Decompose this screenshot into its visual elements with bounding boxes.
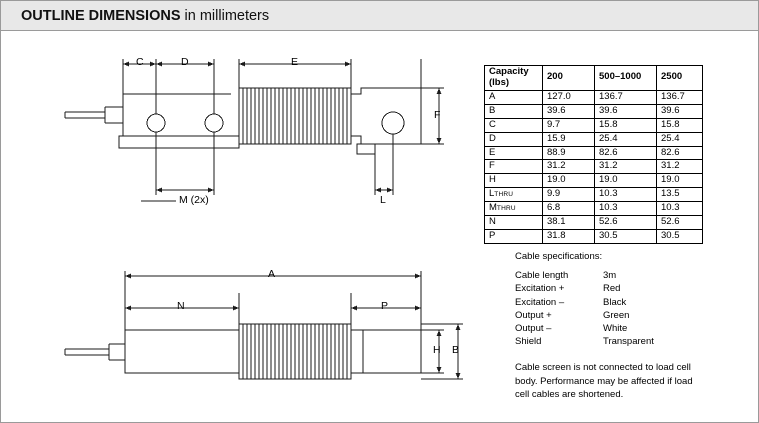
table-row	[485, 202, 703, 216]
table-header-500-1000: 500–1000	[595, 66, 657, 91]
cable-length-label: Cable length	[515, 270, 569, 282]
cable-specifications	[515, 250, 745, 401]
top-view-cable	[65, 107, 123, 123]
shield-label: Shield	[515, 336, 542, 348]
cable-screen-note	[515, 361, 745, 401]
cell-h-200: 19.0	[543, 174, 595, 188]
cell-a-2500: 136.7	[657, 90, 703, 104]
cell-p-500: 30.5	[595, 230, 657, 244]
table-header-2500: 2500	[657, 66, 703, 91]
page-title-rest: in millimeters	[180, 8, 270, 24]
row-label-a: A	[485, 90, 543, 104]
cable-spec-heading-text: Cable specifications:	[515, 251, 603, 262]
cable-spec-row	[515, 282, 745, 295]
row-label-c: C	[485, 118, 543, 132]
bottom-view-right-body	[351, 330, 421, 373]
row-label-p: P	[485, 230, 543, 244]
table-row	[485, 146, 703, 160]
cable-spec-row	[515, 322, 745, 335]
table-row	[485, 118, 703, 132]
table-row	[485, 104, 703, 118]
output-plus-label: Output +	[515, 309, 552, 321]
row-label-e: E	[485, 146, 543, 160]
table-header-capacity: Capacity (lbs)	[485, 66, 543, 91]
page-title	[21, 8, 269, 24]
bottom-view-extension-lines	[125, 271, 463, 379]
top-view-bellows	[239, 88, 351, 144]
cable-spec-row	[515, 296, 745, 309]
cell-l-2500: 13.5	[657, 188, 703, 202]
cell-e-2500: 82.6	[657, 146, 703, 160]
row-label-l	[485, 188, 543, 202]
cell-m-500: 10.3	[595, 202, 657, 216]
cable-spec-row	[515, 309, 745, 322]
table-row	[485, 174, 703, 188]
cell-f-2500: 31.2	[657, 160, 703, 174]
cable-spec-row	[515, 269, 745, 282]
cell-e-200: 88.9	[543, 146, 595, 160]
cell-c-2500: 15.8	[657, 118, 703, 132]
output-minus-label: Output –	[515, 322, 552, 334]
table-row	[485, 188, 703, 202]
row-label-h: H	[485, 174, 543, 188]
bottom-view-left-body	[125, 330, 239, 373]
cell-b-500: 39.6	[595, 104, 657, 118]
dim-label-n: N	[177, 300, 185, 312]
row-label-d: D	[485, 132, 543, 146]
page-header	[1, 1, 758, 31]
shield-value: Transparent	[603, 336, 654, 348]
cell-b-2500: 39.6	[657, 104, 703, 118]
top-view-right-block	[351, 88, 421, 154]
table-row	[485, 216, 703, 230]
bottom-view-dimensions	[125, 274, 460, 379]
cell-b-200: 39.6	[543, 104, 595, 118]
dim-label-d: D	[181, 56, 189, 68]
row-label-m-text: M	[489, 202, 497, 214]
cell-m-200: 6.8	[543, 202, 595, 216]
cell-l-200: 9.9	[543, 188, 595, 202]
cable-spec-heading	[515, 250, 745, 263]
cell-d-2500: 25.4	[657, 132, 703, 146]
cell-f-500: 31.2	[595, 160, 657, 174]
cell-h-500: 19.0	[595, 174, 657, 188]
cell-h-2500: 19.0	[657, 174, 703, 188]
cell-f-200: 31.2	[543, 160, 595, 174]
row-label-l-text: L	[489, 188, 495, 200]
table-header-row	[485, 66, 703, 91]
row-label-n: N	[485, 216, 543, 230]
excitation-plus-label: Excitation +	[515, 283, 565, 295]
cell-a-200: 127.0	[543, 90, 595, 104]
excitation-minus-value: Black	[603, 296, 627, 308]
cell-l-500: 10.3	[595, 188, 657, 202]
top-view-dimensions	[123, 62, 441, 201]
cell-p-200: 31.8	[543, 230, 595, 244]
cable-spec-row	[515, 335, 745, 348]
table-row	[485, 90, 703, 104]
cell-p-2500: 30.5	[657, 230, 703, 244]
dim-label-h: H	[433, 344, 441, 356]
cable-screen-note-line1: Cable screen is not connected to load cell	[515, 362, 691, 374]
cell-n-200: 38.1	[543, 216, 595, 230]
dim-label-l: L	[380, 194, 386, 206]
dim-label-e: E	[291, 56, 299, 68]
table-row	[485, 230, 703, 244]
top-view-left-block	[119, 94, 239, 148]
table-header-200: 200	[543, 66, 595, 91]
output-plus-value: Green	[603, 309, 630, 321]
bottom-view-cable	[65, 344, 125, 360]
cable-screen-note-line3: cell cables are shortened.	[515, 388, 624, 400]
cell-d-500: 25.4	[595, 132, 657, 146]
cell-a-500: 136.7	[595, 90, 657, 104]
output-minus-value: White	[603, 322, 628, 334]
row-label-m-sub: THRU	[496, 205, 516, 213]
cell-n-2500: 52.6	[657, 216, 703, 230]
excitation-plus-value: Red	[603, 283, 621, 295]
dim-label-f: F	[434, 109, 441, 121]
dim-label-a: A	[268, 268, 276, 280]
excitation-minus-label: Excitation –	[515, 296, 565, 308]
row-label-l-sub: THRU	[494, 191, 514, 199]
row-label-m	[485, 202, 543, 216]
cell-m-2500: 10.3	[657, 202, 703, 216]
dim-label-m: M (2x)	[179, 194, 209, 206]
cell-c-500: 15.8	[595, 118, 657, 132]
dim-label-b: B	[452, 344, 460, 356]
page-title-bold: OUTLINE DIMENSIONS	[21, 8, 181, 24]
cell-e-500: 82.6	[595, 146, 657, 160]
cell-c-200: 9.7	[543, 118, 595, 132]
cable-length-value: 3m	[603, 270, 617, 282]
cell-d-200: 15.9	[543, 132, 595, 146]
capacity-dimension-table	[484, 65, 703, 244]
row-label-b: B	[485, 104, 543, 118]
dim-label-c: C	[136, 56, 144, 68]
cell-n-500: 52.6	[595, 216, 657, 230]
dim-label-p: P	[381, 300, 389, 312]
bottom-view-bellows	[239, 324, 351, 379]
table-row	[485, 132, 703, 146]
cable-screen-note-line2: body. Performance may be affected if load	[515, 375, 693, 387]
row-label-f: F	[485, 160, 543, 174]
table-row	[485, 160, 703, 174]
